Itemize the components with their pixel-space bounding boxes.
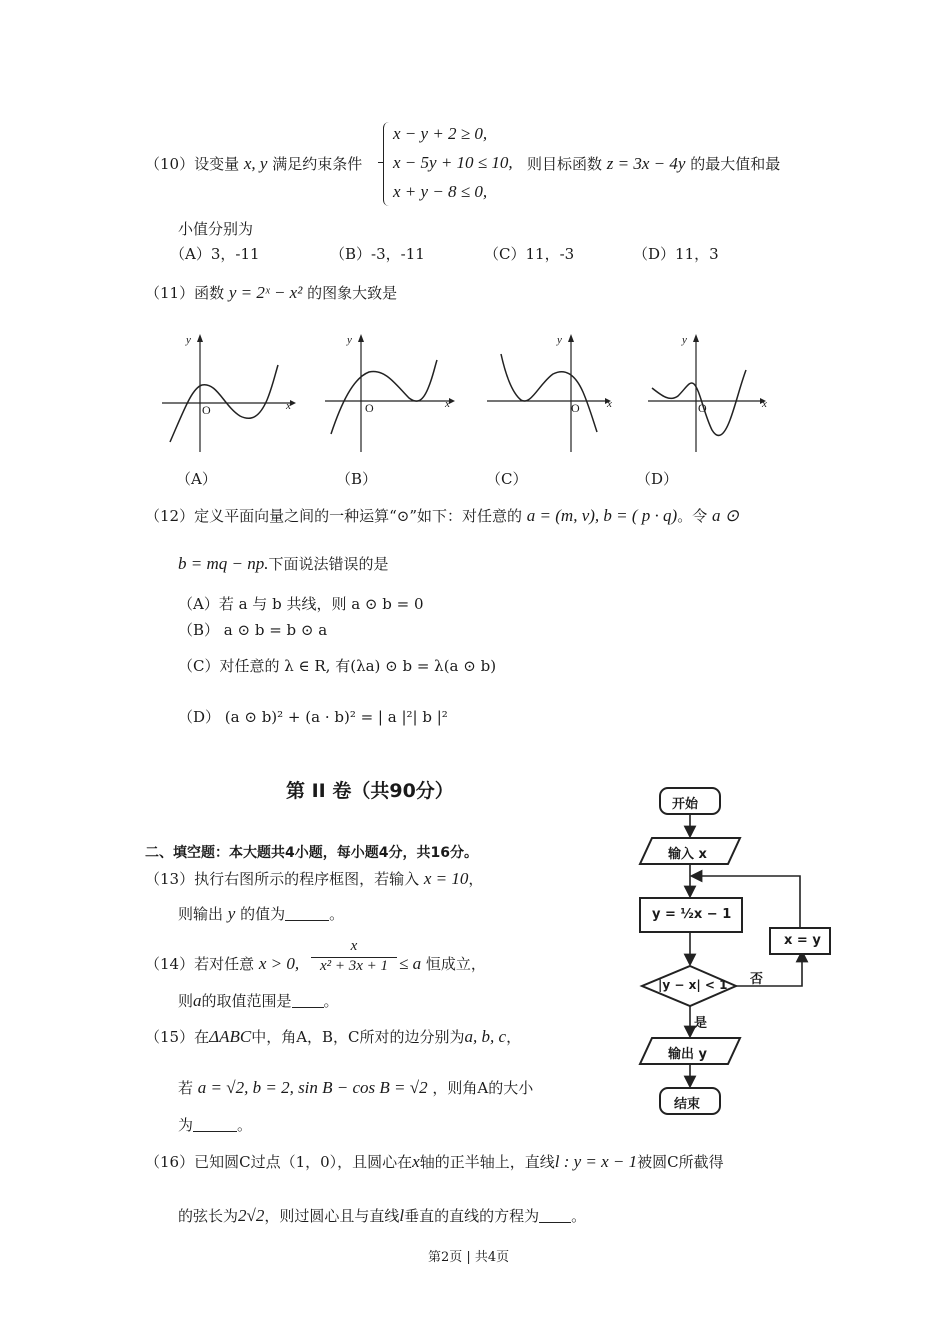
q11-graph-d-svg xyxy=(648,330,773,455)
q14-text2b: 的取值范围是 xyxy=(201,992,292,1010)
q11-graph-d-y: y xyxy=(682,334,687,346)
q11-graph-c-origin: O xyxy=(571,401,580,415)
part2-title: 第 II 卷（共90分） xyxy=(286,780,454,802)
q11-graph-b-x: x xyxy=(445,398,450,410)
q11-option-a: （A） xyxy=(176,470,217,488)
q10-option-c: （C）11，-3 xyxy=(484,245,575,263)
q14-frac-num: x xyxy=(350,938,358,954)
q16-axis: x xyxy=(412,1152,420,1171)
q14-text1d: 恒成立， xyxy=(425,955,486,973)
q11-graph-b xyxy=(325,330,460,459)
q15-line2 xyxy=(178,1077,533,1098)
q14-line1 xyxy=(145,953,299,974)
q12-definition: a = (m, v), b = ( p · q) xyxy=(526,506,678,525)
q12-line2 xyxy=(178,553,389,574)
q16-line2 xyxy=(178,1205,586,1226)
q10-tail2: 小值分别为 xyxy=(178,220,254,238)
flowchart xyxy=(630,780,850,1125)
flow-input-label: 输入 x xyxy=(668,847,707,862)
q14-frac-den: x² + 3x + 1 xyxy=(319,958,389,974)
q10-option-a: （A）3，-11 xyxy=(170,245,260,263)
q10-brace xyxy=(383,122,392,206)
q11-line xyxy=(145,282,397,303)
q16-line1 xyxy=(145,1151,724,1172)
flow-start-label: 开始 xyxy=(672,797,699,812)
q11-graph-a-svg xyxy=(162,330,297,455)
q14-text1a: （14）若对任意 xyxy=(145,955,255,973)
q12-text1b: 。令 xyxy=(677,507,708,525)
q15-text2a: 若 xyxy=(178,1079,194,1097)
flow-update-label: x = y xyxy=(784,933,821,948)
q11-graph-a-origin: O xyxy=(202,403,211,417)
q10-option-b: （B）-3，-11 xyxy=(330,245,425,263)
q14-var: a xyxy=(193,991,202,1010)
q10-line1 xyxy=(145,153,362,174)
fill-section-title: 二、填空题：本大题共4小题，每小题4分，共16分。 xyxy=(145,845,478,861)
q11-option-b: （B） xyxy=(336,470,378,488)
q10-lead: 设变量 xyxy=(194,155,240,173)
q11-graph-a-y: y xyxy=(186,334,191,346)
q11-graph-b-y: y xyxy=(347,334,352,346)
q11-option-d: （D） xyxy=(636,470,679,488)
q11-option-c: （C） xyxy=(486,470,528,488)
q15-triangle: ΔABC xyxy=(209,1027,252,1046)
q16-text2f: 。 xyxy=(571,1207,587,1225)
q11-graph-a-x: x xyxy=(286,400,291,412)
q16-line-eq: l : y = x − 1 xyxy=(554,1152,638,1171)
q15-text3a: 为 xyxy=(178,1116,194,1134)
q11-graph-d-origin: O xyxy=(698,401,707,415)
q16-blank[interactable] xyxy=(539,1208,571,1223)
q11-graph-c-x: x xyxy=(607,398,612,410)
q13-text2c: 。 xyxy=(329,905,345,923)
page-footer: 第2页 | 共4页 xyxy=(428,1250,510,1265)
q13-line2 xyxy=(178,903,344,924)
q15-text1a: （15）在 xyxy=(145,1028,210,1046)
q10-number: （10） xyxy=(145,155,195,173)
q16-text1c: 轴的正半轴上，直线 xyxy=(419,1153,555,1171)
q14-line1-right xyxy=(399,953,486,974)
q14-line2 xyxy=(178,990,339,1011)
q13-text1: （13）执行右图所示的程序框图，若输入 xyxy=(145,870,420,888)
q13-text2a: 则输出 xyxy=(178,905,224,923)
q14-cond: x > 0, xyxy=(258,954,300,973)
q13-var: y xyxy=(227,904,236,923)
q14-blank[interactable] xyxy=(292,993,324,1008)
q10-cond-label: 满足约束条件 xyxy=(272,155,363,173)
q15-text3b: 。 xyxy=(237,1116,253,1134)
q14-bound: ≤ a xyxy=(399,954,422,973)
q10-constraint-1: x − y + 2 ≥ 0, xyxy=(393,124,488,143)
q15-line1 xyxy=(145,1026,521,1047)
q12-text1: 定义平面向量之间的一种运算“⊙”如下：对任意的 xyxy=(194,507,523,525)
q10-objective: z = 3x − 4y xyxy=(606,154,686,173)
q11-number: （11） xyxy=(145,284,195,302)
q10-constraint-3: x + y − 8 ≤ 0, xyxy=(393,182,488,201)
q10-then: 则目标函数 xyxy=(527,155,603,173)
q16-text2a: 的弦长为 xyxy=(178,1207,239,1225)
q11-lead: 函数 xyxy=(194,284,225,302)
q13-line1: （13）执行右图所示的程序框图，若输入 x = 10， xyxy=(145,869,484,888)
q10-tail: 的最大值和最 xyxy=(690,155,781,173)
flow-output-label: 输出 y xyxy=(668,1047,708,1062)
q13-blank[interactable] xyxy=(285,906,329,921)
flow-no-label: 否 xyxy=(750,972,764,987)
q11-graph-c-svg xyxy=(487,330,622,455)
q11-graph-b-svg xyxy=(325,330,460,455)
q12-operation: b = mq − np. xyxy=(178,554,269,573)
q15-text1e: ， xyxy=(506,1028,522,1046)
q11-graph-c-y: y xyxy=(557,334,562,346)
q10-vars: x, y xyxy=(243,154,268,173)
q16-chord: 2√2 xyxy=(238,1206,265,1225)
q14-fraction xyxy=(311,938,397,975)
q15-line3 xyxy=(178,1114,252,1135)
q13-input: x = 10 xyxy=(423,869,469,888)
flowchart-svg xyxy=(630,780,850,1125)
q15-condition: a = √2, b = 2, sin B − cos B = √2 xyxy=(197,1078,428,1097)
q11-graph-d-x: x xyxy=(762,398,767,410)
q11-graph-b-origin: O xyxy=(365,401,374,415)
q15-text2c: ，则角A的大小 xyxy=(432,1079,534,1097)
q10-constraint-2: x − 5y + 10 ≤ 10, xyxy=(393,153,513,172)
q11-graph-d xyxy=(648,330,773,459)
q11-tail: 的图象大致是 xyxy=(307,284,398,302)
q15-sides: a, b, c xyxy=(464,1027,507,1046)
q16-text2c: ，则过圆心且与直线 xyxy=(264,1207,400,1225)
q12-option-a: （A）若 a 与 b 共线，则 a ⊙ b = 0 xyxy=(178,595,424,613)
q12-option-b: （B） a ⊙ b = b ⊙ a xyxy=(178,621,328,639)
q12-text2b: 下面说法错误的是 xyxy=(268,555,389,573)
q12-option-d: （D） (a ⊙ b)² + (a · b)² = | a |²| b |² xyxy=(178,708,448,726)
q14-text2c: 。 xyxy=(323,992,339,1010)
q13-text2b: 的值为 xyxy=(240,905,286,923)
q12-option-c: （C）对任意的 λ ∈ R, 有(λa) ⊙ b = λ(a ⊙ b) xyxy=(178,657,497,675)
q15-text1c: 中，角A，B，C所对的边分别为 xyxy=(251,1028,465,1046)
q16-text2e: 垂直的直线的方程为 xyxy=(404,1207,540,1225)
flow-decision-label: |y − x| < 1 xyxy=(658,978,728,992)
q14-text2a: 则 xyxy=(178,992,194,1010)
q15-blank[interactable] xyxy=(193,1117,237,1132)
q16-text1e: 被圆C所截得 xyxy=(637,1153,724,1171)
q11-graph-a xyxy=(162,330,297,459)
q16-text1a: （16）已知圆C过点（1，0），且圆心在 xyxy=(145,1153,413,1171)
q12-line1 xyxy=(145,505,739,526)
q12-number: （12） xyxy=(145,507,195,525)
flow-assign-label: y = ½x − 1 xyxy=(652,907,732,922)
q16-line-name: l xyxy=(399,1206,405,1225)
flow-end-label: 结束 xyxy=(674,1097,701,1112)
q12-text1c: a ⊙ xyxy=(712,506,740,525)
flow-yes-label: 是 xyxy=(694,1016,708,1031)
q11-graph-c xyxy=(487,330,622,459)
q10-line1-right xyxy=(527,153,780,174)
q10-option-d: （D）11，3 xyxy=(633,245,719,263)
q11-formula: y = 2ˣ − x² xyxy=(228,283,303,302)
